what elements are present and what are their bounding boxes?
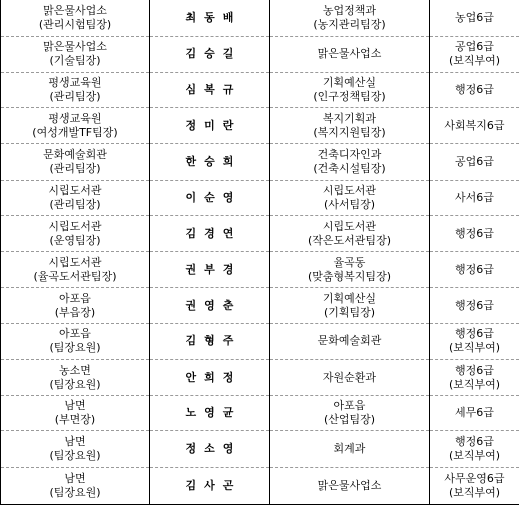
new-position-line: (기획팀장) bbox=[323, 305, 376, 319]
grade-line: 사서6급 bbox=[455, 190, 494, 204]
grade-cell bbox=[430, 323, 519, 359]
current-position-cell bbox=[1, 359, 150, 395]
new-position-line: 시립도서관 bbox=[322, 183, 377, 197]
new-position-line: 율곡동 bbox=[333, 255, 366, 269]
new-position-line: (작은도서관팀장) bbox=[308, 233, 391, 247]
new-position-line: 기획예산실 bbox=[322, 291, 377, 305]
new-position-cell bbox=[270, 359, 430, 395]
current-position-line: 맑은물사업소 bbox=[43, 40, 107, 54]
current-position-line: 시립도서관 bbox=[48, 183, 102, 197]
grade-line: 행정6급 bbox=[455, 327, 494, 341]
current-position-line: (운영팀장) bbox=[49, 233, 101, 247]
employee-name-cell: 김경연 bbox=[150, 215, 270, 251]
table-row bbox=[1, 467, 519, 504]
table-row bbox=[1, 396, 519, 431]
new-position-line: 기획예산실 bbox=[322, 76, 377, 90]
new-position-cell bbox=[270, 144, 430, 180]
current-position-line: (여성개발TF팀장) bbox=[32, 125, 118, 139]
grade-cell bbox=[430, 108, 519, 144]
current-position-line: (팀장요원) bbox=[49, 485, 101, 499]
grade-line: 공업6급 bbox=[455, 40, 494, 54]
new-position-cell bbox=[270, 252, 430, 288]
grade-cell bbox=[430, 73, 519, 108]
current-position-cell bbox=[1, 180, 150, 215]
grade-line: (보직부여) bbox=[448, 341, 501, 355]
new-position-line: 건축디자인과 bbox=[317, 148, 382, 162]
employee-name-cell: 김형주 bbox=[150, 323, 270, 359]
table-row bbox=[1, 144, 519, 180]
grade-line: 행정6급 bbox=[455, 83, 494, 97]
grade-cell bbox=[430, 180, 519, 215]
table-row bbox=[1, 323, 519, 359]
table-row bbox=[1, 431, 519, 467]
new-position-line: (사서팀장) bbox=[323, 197, 376, 211]
current-position-line: 아포읍 bbox=[59, 327, 91, 341]
new-position-cell bbox=[270, 0, 430, 36]
current-position-cell bbox=[1, 144, 150, 180]
employee-name-cell: 권영춘 bbox=[150, 288, 270, 323]
current-position-line: 남면 bbox=[64, 471, 86, 485]
new-position-line: 아포읍 bbox=[333, 399, 366, 413]
grade-line: 행정6급 bbox=[455, 435, 494, 449]
current-position-line: 아포읍 bbox=[59, 291, 91, 305]
current-position-cell bbox=[1, 0, 150, 36]
new-position-line: (맞춤형복지팀장) bbox=[308, 269, 391, 283]
grade-line: (보직부여) bbox=[448, 54, 501, 68]
current-position-cell bbox=[1, 252, 150, 288]
grade-cell bbox=[430, 396, 519, 431]
employee-name-cell: 정소영 bbox=[150, 431, 270, 467]
grade-cell bbox=[430, 431, 519, 467]
new-position-cell bbox=[270, 36, 430, 72]
current-position-cell bbox=[1, 467, 150, 504]
new-position-line: (건축시설팀장) bbox=[313, 162, 386, 176]
new-position-line: (산업팀장) bbox=[323, 413, 376, 427]
employee-name-cell: 노영균 bbox=[150, 396, 270, 431]
grade-cell bbox=[430, 467, 519, 504]
current-position-line: 시립도서관 bbox=[48, 255, 102, 269]
new-position-line: 자원순환과 bbox=[322, 370, 377, 384]
new-position-line: (인구정책팀장) bbox=[313, 90, 386, 104]
current-position-line: (관리시험팀장) bbox=[38, 17, 112, 31]
current-position-line: 평생교육원 bbox=[48, 111, 102, 125]
current-position-line: 남면 bbox=[64, 435, 86, 449]
current-position-line: 남면 bbox=[64, 399, 86, 413]
current-position-line: (관리팀장) bbox=[49, 90, 101, 104]
grade-line: 행정6급 bbox=[455, 262, 494, 276]
employee-name-cell: 최동배 bbox=[150, 0, 270, 36]
new-position-line: 시립도서관 bbox=[322, 219, 377, 233]
employee-name-cell: 정미란 bbox=[150, 108, 270, 144]
table-row bbox=[1, 108, 519, 144]
current-position-line: 맑은물사업소 bbox=[43, 3, 107, 17]
table-row bbox=[1, 180, 519, 215]
current-position-line: (관리팀장) bbox=[49, 162, 101, 176]
grade-line: (보직부여) bbox=[448, 449, 501, 463]
new-position-cell bbox=[270, 467, 430, 504]
employee-name-cell: 이순영 bbox=[150, 180, 270, 215]
current-position-line: (부읍장) bbox=[54, 305, 96, 319]
table-row bbox=[1, 252, 519, 288]
grade-line: (보직부여) bbox=[448, 485, 501, 499]
new-position-cell bbox=[270, 180, 430, 215]
table-row bbox=[1, 73, 519, 108]
new-position-line: 농업정책과 bbox=[322, 3, 377, 17]
grade-line: 행정6급 bbox=[455, 226, 494, 240]
new-position-line: 복지기획과 bbox=[322, 111, 377, 125]
new-position-cell bbox=[270, 396, 430, 431]
current-position-cell bbox=[1, 73, 150, 108]
new-position-cell bbox=[270, 323, 430, 359]
employee-name-cell: 심복규 bbox=[150, 73, 270, 108]
grade-line: 공업6급 bbox=[455, 155, 494, 169]
new-position-cell bbox=[270, 288, 430, 323]
grade-line: 행정6급 bbox=[455, 298, 494, 312]
grade-line: (보직부여) bbox=[448, 377, 501, 391]
current-position-line: (부면장) bbox=[54, 413, 96, 427]
new-position-line: (복지지원팀장) bbox=[313, 125, 386, 139]
employee-name-cell: 김사곤 bbox=[150, 467, 270, 504]
current-position-cell bbox=[1, 396, 150, 431]
new-position-cell bbox=[270, 73, 430, 108]
current-position-cell bbox=[1, 288, 150, 323]
grade-line: 행정6급 bbox=[455, 363, 494, 377]
current-position-line: (기술팀장) bbox=[49, 54, 101, 68]
current-position-cell bbox=[1, 108, 150, 144]
grade-cell bbox=[430, 359, 519, 395]
new-position-line: (농지관리팀장) bbox=[313, 17, 386, 31]
table-row bbox=[1, 36, 519, 72]
employee-name-cell: 한승희 bbox=[150, 144, 270, 180]
grade-cell bbox=[430, 144, 519, 180]
grade-cell bbox=[430, 252, 519, 288]
new-position-cell bbox=[270, 215, 430, 251]
current-position-cell bbox=[1, 36, 150, 72]
grade-line: 세무6급 bbox=[455, 406, 494, 420]
current-position-line: (팀장요원) bbox=[49, 449, 101, 463]
grade-cell bbox=[430, 288, 519, 323]
new-position-line: 맑은물사업소 bbox=[317, 478, 382, 492]
current-position-line: 문화예술회관 bbox=[43, 148, 107, 162]
current-position-line: (관리팀장) bbox=[49, 197, 101, 211]
grade-cell bbox=[430, 36, 519, 72]
new-position-cell bbox=[270, 431, 430, 467]
current-position-line: (팀장요원) bbox=[49, 341, 101, 355]
table-row bbox=[1, 359, 519, 395]
current-position-line: 평생교육원 bbox=[48, 76, 102, 90]
employee-name-cell: 김승길 bbox=[150, 36, 270, 72]
current-position-cell bbox=[1, 431, 150, 467]
grade-line: 사회복지6급 bbox=[444, 118, 505, 132]
current-position-cell bbox=[1, 323, 150, 359]
employee-name-cell: 권부경 bbox=[150, 252, 270, 288]
grade-cell bbox=[430, 215, 519, 251]
grade-cell bbox=[430, 0, 519, 36]
current-position-line: (팀장요원) bbox=[49, 377, 101, 391]
current-position-line: 시립도서관 bbox=[48, 219, 102, 233]
current-position-line: 농소면 bbox=[59, 363, 91, 377]
current-position-line: (율곡도서관팀장) bbox=[33, 269, 117, 283]
new-position-cell bbox=[270, 108, 430, 144]
table-row bbox=[1, 288, 519, 323]
new-position-line: 맑은물사업소 bbox=[317, 47, 382, 61]
new-position-line: 문화예술회관 bbox=[317, 334, 382, 348]
table-row bbox=[1, 215, 519, 251]
table-row bbox=[1, 0, 519, 36]
employee-name-cell: 안희정 bbox=[150, 359, 270, 395]
current-position-cell bbox=[1, 215, 150, 251]
grade-line: 농업6급 bbox=[455, 10, 494, 24]
grade-line: 사무운영6급 bbox=[444, 471, 505, 485]
new-position-line: 회계과 bbox=[333, 442, 366, 456]
personnel-transfer-rows bbox=[1, 0, 519, 505]
